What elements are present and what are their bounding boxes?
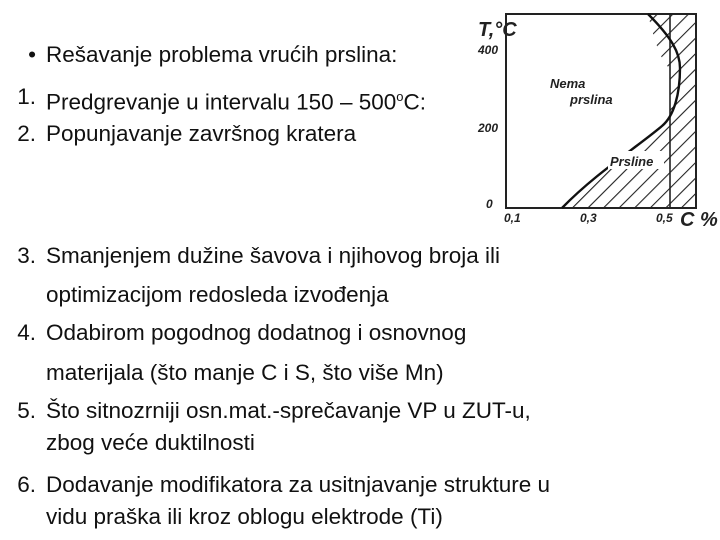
item-5-continuation: zbog veće duktilnosti xyxy=(46,430,255,455)
region-label-no-cracks-1: Nema xyxy=(550,76,586,91)
item-text-unit: C: xyxy=(403,89,426,115)
y-tick-200: 200 xyxy=(478,121,499,135)
y-axis-label: T,°C xyxy=(478,19,517,41)
bullet-marker: • xyxy=(28,42,36,67)
intro-text: Rešavanje problema vrućih prslina: xyxy=(46,42,398,67)
crack-region-upper xyxy=(648,14,680,70)
item-text-line: Dodavanje modifikatora za usitnjavanje strukture u xyxy=(46,472,551,497)
x-axis-label: C % xyxy=(680,209,718,231)
item-text-line: Što sitnozrniji osn.mat.-sprečavanje VP u ZUT-u, xyxy=(46,398,531,423)
x-tick-0-3: 0,3 xyxy=(580,211,597,225)
item-number: 3. xyxy=(17,243,36,268)
y-tick-400: 400 xyxy=(478,43,499,57)
item-number: 2. xyxy=(17,121,36,146)
item-text-line: Odabirom pogodnog dodatnog i osnovnog xyxy=(46,320,467,345)
region-label-no-cracks-2: prslina xyxy=(570,92,613,107)
region-label-cracks: Prsline xyxy=(610,154,654,169)
item-number: 5. xyxy=(17,398,36,423)
x-tick-0-5: 0,5 xyxy=(656,211,673,225)
item-text-line: Smanjenjem dužine šavova i njihovog broja ili xyxy=(46,243,500,268)
hot-cracking-diagram xyxy=(476,8,720,236)
item-3-continuation: optimizacijom redosleda izvođenja xyxy=(46,282,389,307)
x-tick-0-1: 0,1 xyxy=(504,211,521,225)
degree-superscript: o xyxy=(396,89,404,104)
item-number: 6. xyxy=(17,472,36,497)
item-6-continuation: vidu praška ili kroz oblogu elektrode (Ti) xyxy=(46,504,443,529)
diagram-svg xyxy=(476,8,720,236)
item-text-main: Predgrevanje u intervalu 150 – 500 xyxy=(46,89,397,115)
item-number: 1. xyxy=(17,84,36,109)
item-text xyxy=(46,84,426,116)
item-4-continuation: materijala (što manje C i S, što više Mn) xyxy=(46,360,444,385)
item-number: 4. xyxy=(17,320,36,345)
y-tick-0: 0 xyxy=(486,197,493,211)
item-text: Popunjavanje završnog kratera xyxy=(46,121,357,146)
